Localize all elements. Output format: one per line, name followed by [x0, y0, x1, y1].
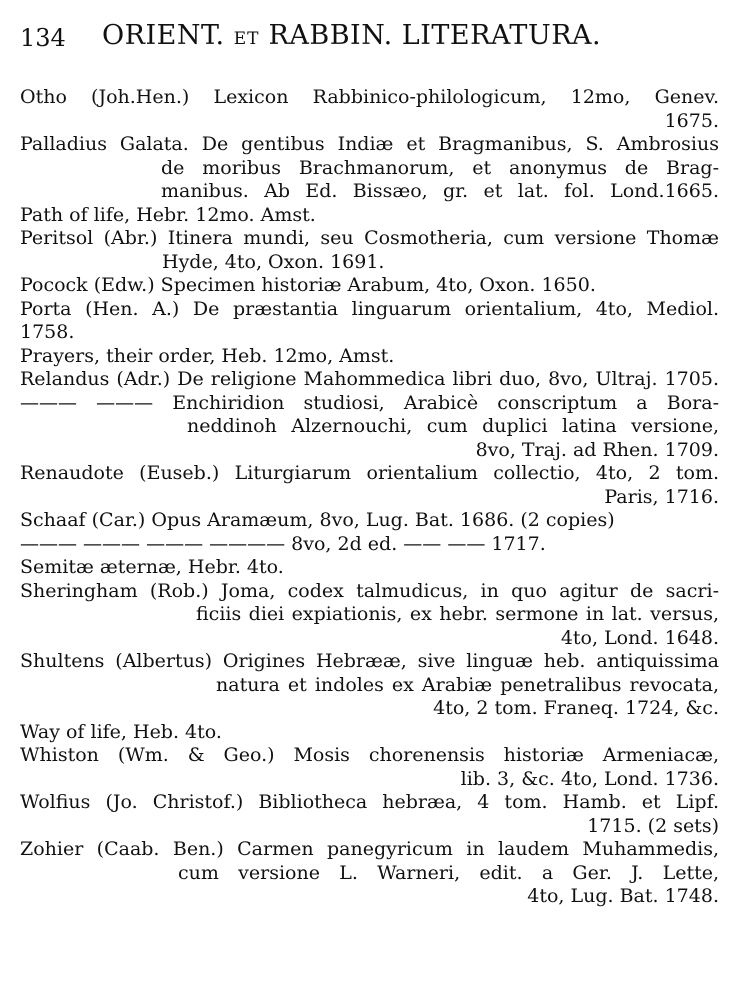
entry-line: Shultens (Albertus) Origines Hebrææ, sive linguæ heb. antiquissima [20, 650, 719, 672]
page-header [20, 18, 719, 60]
catalogue-entry [20, 744, 719, 791]
entry-line: lib. 3, &c. 4to, Lond. 1736. [460, 767, 719, 790]
catalogue-entry [20, 721, 719, 745]
running-title [102, 20, 601, 51]
catalogue-entry [20, 509, 719, 533]
entry-line: Palladius Galata. De gentibus Indiæ et Bragmanibus, S. Ambrosius [20, 133, 719, 155]
entry-line: ——— ——— ——— ———— 8vo, 2d ed. —— —— 1717. [20, 532, 546, 555]
catalogue-entries [20, 86, 719, 909]
entry-line: Porta (Hen. A.) De præstantia linguarum orientalium, 4to, Mediol. 1758. [20, 297, 719, 343]
entry-line: 1715. (2 sets) [587, 814, 719, 837]
running-title-part1: ORIENT. [102, 20, 225, 51]
entry-line: 4to, Lug. Bat. 1748. [527, 885, 719, 907]
catalogue-entry [20, 533, 719, 557]
entry-line: ——— ——— Enchiridion studiosi, Arabicè conscriptum a Bora- [20, 391, 719, 414]
entry-line: 8vo, Traj. ad Rhen. 1709. [475, 438, 719, 461]
catalogue-entry [20, 392, 719, 463]
entry-line: Path of life, Hebr. 12mo. Amst. [20, 203, 316, 226]
entry-line: Pocock (Edw.) Specimen historiæ Arabum, 4to, Oxon. 1650. [20, 274, 596, 296]
entry-line: Otho (Joh.Hen.) Lexicon Rabbinico-philologicum, 12mo, Genev. [20, 86, 719, 108]
entry-line: Relandus (Adr.) De religione Mahommedica libri duo, 8vo, Ultraj. 1705. [20, 368, 719, 390]
catalogue-entry [20, 204, 719, 228]
entry-line: neddinoh Alzernouchi, cum duplici latina versione, [187, 415, 719, 437]
entry-line: Sheringham (Rob.) Joma, codex talmudicus, in quo agitur de sacri- [20, 579, 719, 602]
catalogue-entry [20, 345, 719, 369]
entry-line: Paris, 1716. [604, 485, 719, 508]
catalogue-entry [20, 368, 719, 392]
entry-line: Whiston (Wm. & Geo.) Mosis chorenensis historiæ Armeniacæ, [20, 744, 719, 766]
entry-line: Way of life, Heb. 4to. [20, 720, 222, 743]
catalogue-entry [20, 298, 719, 345]
entry-line: Renaudote (Euseb.) Liturgiarum orientalium collectio, 4to, 2 tom. [20, 462, 719, 484]
entry-line: Hyde, 4to, Oxon. 1691. [162, 250, 385, 273]
entry-line: Schaaf (Car.) Opus Aramæum, 8vo, Lug. Bat. 1686. (2 copies) [20, 509, 615, 531]
entry-line: Semitæ æternæ, Hebr. 4to. [20, 556, 284, 578]
catalogue-entry [20, 556, 719, 580]
entry-line: 4to, Lond. 1648. [560, 626, 719, 649]
entry-line: Peritsol (Abr.) Itinera mundi, seu Cosmotheria, cum versione Thomæ [20, 227, 719, 249]
running-title-part2: ET [233, 29, 260, 49]
running-title-part3: RABBIN. LITERATURA. [268, 20, 602, 51]
catalogue-entry [20, 838, 719, 909]
catalogue-entry [20, 86, 719, 133]
catalogue-entry [20, 274, 719, 298]
entry-line: natura et indoles ex Arabiæ penetralibus revocata, [216, 673, 719, 696]
entry-line: Prayers, their order, Heb. 12mo, Amst. [20, 344, 395, 367]
entry-line: cum versione L. Warneri, edit. a Ger. J. Lette, [178, 861, 719, 884]
catalogue-entry [20, 791, 719, 838]
catalogue-entry [20, 650, 719, 721]
catalogue-entry [20, 462, 719, 509]
catalogue-entry [20, 133, 719, 204]
entry-line: manibus. Ab Ed. Bissæo, gr. et lat. fol. Lond.1665. [161, 180, 719, 202]
entry-line: 1675. [664, 109, 719, 132]
entry-line: de moribus Brachmanorum, et anonymus de Brag- [161, 156, 719, 179]
catalogue-entry [20, 227, 719, 274]
entry-line: Wolfius (Jo. Christof.) Bibliotheca hebræa, 4 tom. Hamb. et Lipf. [20, 791, 719, 813]
entry-line: ficiis diei expiationis, ex hebr. sermone in lat. versus, [196, 603, 719, 625]
catalogue-entry [20, 580, 719, 651]
entry-line: 4to, 2 tom. Franeq. 1724, &c. [433, 697, 719, 719]
entry-line: Zohier (Caab. Ben.) Carmen panegyricum in laudem Muhammedis, [20, 838, 719, 860]
page-number: 134 [20, 24, 66, 52]
